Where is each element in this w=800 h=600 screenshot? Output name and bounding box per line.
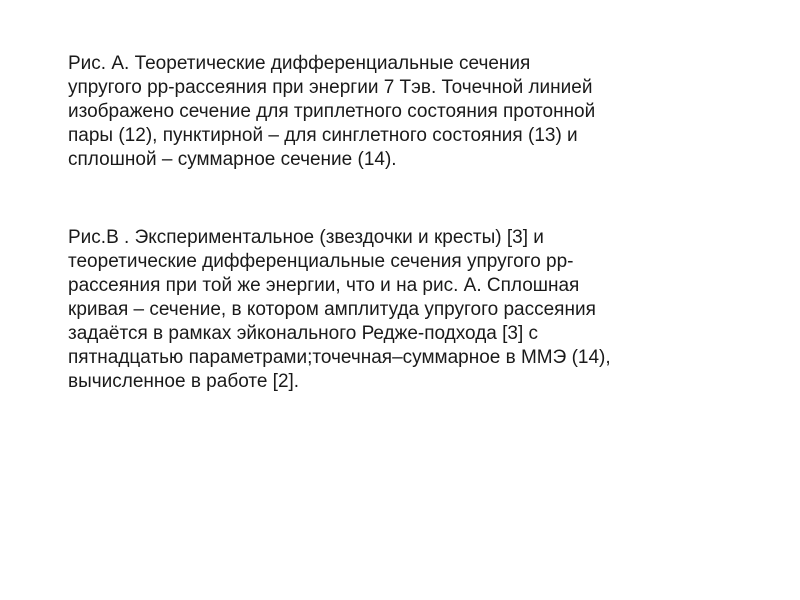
figure-a-caption [68, 52, 708, 172]
caption-a-line: Рис. А. Теоретические дифференциальные сечения [68, 53, 531, 74]
caption-a-line: сплошной – суммарное сечение (14). [68, 149, 397, 170]
caption-b-line: задаётся в рамках эйконального Редже-подхода [3] с [68, 323, 539, 344]
caption-b-line: вычисленное в работе [2]. [68, 371, 300, 392]
caption-b-line: кривая – сечение, в котором амплитуда упругого рассеяния [68, 299, 596, 320]
caption-a-line: упругого pp-рассеяния при энергии 7 Тэв. Точечной линией [68, 77, 593, 98]
caption-b-line: Рис.В . Экспериментальное (звездочки и кресты) [3] и [68, 227, 544, 248]
caption-a-line: пары (12), пунктирной – для синглетного состояния (13) и [68, 125, 578, 146]
caption-b-line: рассеяния при той же энергии, что и на рис. А. Сплошная [68, 275, 580, 296]
caption-b-line: пятнадцатью параметрами;точечная–суммарное в ММЭ (14), [68, 347, 611, 368]
caption-b-line: теоретические дифференциальные сечения упругого pp- [68, 251, 574, 272]
caption-a-line: изображено сечение для триплетного состояния протонной [68, 101, 596, 122]
figure-b-caption [68, 226, 708, 394]
